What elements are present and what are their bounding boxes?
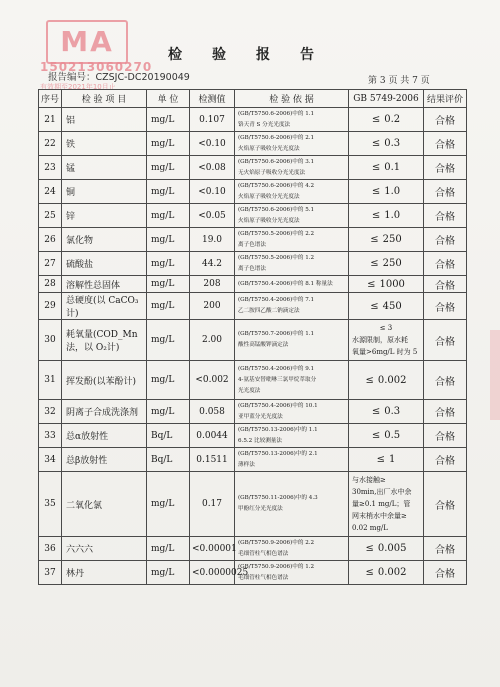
test-item: 铁 [62, 132, 147, 156]
test-basis [235, 156, 349, 180]
standard-limit [349, 400, 424, 424]
standard-value: 1.0 [384, 210, 401, 221]
measured-value: <0.0000025 [190, 561, 235, 585]
test-item: 铜 [62, 180, 147, 204]
unit: mg/L [147, 132, 190, 156]
seam-stamp-mark [490, 330, 500, 420]
basis-line: 离子色谱法 [238, 265, 266, 272]
unit: mg/L [147, 276, 190, 293]
test-basis [235, 537, 349, 561]
test-item: 锰 [62, 156, 147, 180]
basis-line: (GB/T5750.9-2006)中的 1.2 [238, 563, 315, 570]
test-basis [235, 252, 349, 276]
standard-line: 0.02 mg/L [352, 524, 388, 532]
standard-limit [349, 156, 424, 180]
measured-value: 0.17 [190, 472, 235, 537]
unit: mg/L [147, 204, 190, 228]
row-number: 29 [39, 293, 62, 320]
standard-value: 0.002 [377, 567, 407, 578]
basis-line: (GB/T5750.6-2006)中的 4.2 [238, 182, 315, 189]
basis-line: (GB/T5750.13-2006)中的 1.1 [238, 426, 318, 433]
standard-limit [349, 252, 424, 276]
test-item: 总β放射性 [62, 448, 147, 472]
result-evaluation: 合格 [424, 252, 467, 276]
basis-line: 离子色谱法 [238, 241, 266, 248]
unit: mg/L [147, 537, 190, 561]
standard-value: 0.3 [384, 406, 401, 417]
test-item: 总α放射性 [62, 424, 147, 448]
basis-line: (GB/T5750.6-2006)中的 2.1 [238, 134, 315, 141]
result-evaluation: 合格 [424, 132, 467, 156]
less-equal-symbol: ≤ [376, 454, 385, 465]
result-evaluation: 合格 [424, 472, 467, 537]
basis-line: 火焰原子吸收分光光度法 [238, 217, 300, 224]
measured-value: 0.107 [190, 108, 235, 132]
table-row [39, 561, 467, 585]
test-item: 耗氧量(COD_Mn法，以 O₂计) [62, 320, 147, 361]
result-evaluation: 合格 [424, 320, 467, 361]
less-equal-symbol: ≤ [370, 234, 379, 245]
less-equal-symbol: ≤ [371, 114, 381, 125]
less-equal-symbol: ≤ [367, 278, 376, 290]
test-item: 阴离子合成洗涤剂 [62, 400, 147, 424]
table-row [39, 400, 467, 424]
less-equal-symbol: ≤ [371, 406, 381, 417]
test-basis [235, 361, 349, 400]
basis-line: 铬天青 S 分光光度法 [238, 121, 291, 128]
basis-line: (GB/T5750.6-2006)中的 1.1 [238, 110, 315, 117]
measured-value: <0.00001 [190, 537, 235, 561]
basis-line: 亚甲蓝分光光度法 [238, 413, 283, 420]
table-row [39, 293, 467, 320]
unit: mg/L [147, 472, 190, 537]
basis-line: 光光度法 [238, 387, 261, 394]
stamp-validity: 有效期至2021年10月止 [40, 83, 116, 91]
basis-line: (GB/T5750.11-2006)中的 4.3 [238, 495, 318, 501]
basis-line: 4-氨基安替吡啉三氯甲烷萃取分 [238, 376, 317, 383]
unit: mg/L [147, 320, 190, 361]
test-item: 硫酸盐 [62, 252, 147, 276]
col-header-item: 检 验 项 目 [62, 90, 147, 108]
standard-value: 0.5 [384, 430, 401, 441]
test-item: 氯化物 [62, 228, 147, 252]
less-equal-symbol: ≤ [370, 258, 379, 269]
result-evaluation: 合格 [424, 424, 467, 448]
result-evaluation: 合格 [424, 448, 467, 472]
unit: mg/L [147, 561, 190, 585]
col-header-unit: 单 位 [147, 90, 190, 108]
cma-stamp: MA [46, 20, 128, 64]
stamp-number: 150213060270 [40, 60, 153, 74]
standard-line: 30min,出厂水中余 [352, 488, 412, 496]
test-basis [235, 400, 349, 424]
measured-value: <0.10 [190, 132, 235, 156]
table-row [39, 252, 467, 276]
basis-line: 火焰原子吸收分光光度法 [238, 145, 300, 152]
standard-line: 网末梢水中余量≥ [352, 512, 407, 520]
row-number: 28 [39, 276, 62, 293]
row-number: 27 [39, 252, 62, 276]
test-basis [235, 448, 349, 472]
test-basis [235, 108, 349, 132]
result-evaluation: 合格 [424, 400, 467, 424]
table-row [39, 180, 467, 204]
inspection-table [38, 89, 467, 585]
table-row [39, 361, 467, 400]
basis-line: 乙二胺四乙酸二钠滴定法 [238, 308, 300, 314]
test-basis [235, 228, 349, 252]
basis-line: (GB/T5750.9-2006)中的 2.2 [238, 539, 315, 546]
basis-line: 毛细管柱气相色谱法 [238, 574, 289, 581]
less-equal-symbol: ≤ [371, 138, 381, 149]
standard-line: 氧量>6mg/L 时为 5 [352, 348, 418, 356]
less-equal-symbol: ≤ [365, 567, 374, 578]
standard-limit [349, 132, 424, 156]
col-header-standard: GB 5749-2006 [349, 90, 424, 108]
basis-line: 无火焰原子吸收分光光度法 [238, 169, 306, 176]
unit: mg/L [147, 252, 190, 276]
row-number: 32 [39, 400, 62, 424]
standard-limit [349, 537, 424, 561]
table-row [39, 448, 467, 472]
result-evaluation: 合格 [424, 156, 467, 180]
standard-value: 0.002 [377, 374, 407, 386]
row-number: 34 [39, 448, 62, 472]
table-header-row [39, 90, 467, 108]
measured-value: 19.0 [190, 228, 235, 252]
test-basis [235, 180, 349, 204]
basis-line: 毛细管柱气相色谱法 [238, 550, 289, 557]
basis-line: (GB/T5750.4-2006)中的 9.1 [238, 365, 315, 372]
unit: mg/L [147, 108, 190, 132]
standard-line: 量≥0.1 mg/L；管 [352, 500, 411, 508]
test-item: 锌 [62, 204, 147, 228]
standard-value: 0.3 [384, 138, 401, 149]
test-item: 二氧化氯 [62, 472, 147, 537]
row-number: 26 [39, 228, 62, 252]
test-basis [235, 561, 349, 585]
row-number: 21 [39, 108, 62, 132]
test-item: 六六六 [62, 537, 147, 561]
basis-line: 甲酚红分光光度法 [238, 506, 283, 512]
less-equal-symbol: ≤ [371, 430, 381, 441]
standard-limit [349, 361, 424, 400]
test-basis [235, 424, 349, 448]
basis-line: (GB/T5750.6-2006)中的 5.1 [238, 206, 315, 213]
standard-limit [349, 448, 424, 472]
standard-value: 0.005 [377, 543, 407, 554]
less-equal-symbol: ≤ [365, 374, 374, 386]
standard-limit [349, 561, 424, 585]
result-evaluation: 合格 [424, 180, 467, 204]
less-equal-symbol: ≤ [370, 300, 379, 312]
unit: mg/L [147, 156, 190, 180]
basis-line: (GB/T5750.4-2006)中的 7.1 [238, 297, 315, 303]
col-header-no: 序号 [39, 90, 62, 108]
report-number: 报告编号：CZSJC-DC20190049 [48, 72, 190, 83]
test-item: 林丹 [62, 561, 147, 585]
test-basis [235, 276, 349, 293]
less-equal-symbol: ≤ [371, 186, 381, 197]
test-basis [235, 472, 349, 537]
table-row [39, 156, 467, 180]
col-header-value: 检测值 [190, 90, 235, 108]
standard-value: 250 [382, 258, 402, 269]
standard-limit [349, 180, 424, 204]
measured-value: 208 [190, 276, 235, 293]
measured-value: 0.0044 [190, 424, 235, 448]
standard-value: 450 [382, 300, 402, 312]
basis-line: (GB/T5750.13-2006)中的 2.1 [238, 450, 318, 457]
measured-value: 0.058 [190, 400, 235, 424]
test-basis [235, 320, 349, 361]
page-indicator: 第 3 页 共 7 页 [368, 76, 430, 86]
result-evaluation: 合格 [424, 204, 467, 228]
unit: Bq/L [147, 424, 190, 448]
unit: mg/L [147, 228, 190, 252]
table-row [39, 537, 467, 561]
standard-value: 1000 [379, 278, 405, 290]
result-evaluation: 合格 [424, 228, 467, 252]
test-basis [235, 132, 349, 156]
page-title: 检验报告 [168, 47, 344, 63]
basis-line: (GB/T5750.4-2006)中的 10.1 [238, 402, 318, 409]
standard-value: 0.2 [384, 114, 401, 125]
standard-line: ≤ 3 [379, 324, 393, 332]
unit: mg/L [147, 180, 190, 204]
table-row [39, 472, 467, 537]
result-evaluation: 合格 [424, 108, 467, 132]
standard-line: 水源限制，原水耗 [352, 336, 408, 344]
measured-value: <0.05 [190, 204, 235, 228]
standard-limit [349, 293, 424, 320]
basis-line: (GB/T5750.5-2006)中的 1.2 [238, 254, 315, 261]
standard-limit [349, 276, 424, 293]
standard-value: 0.1 [384, 162, 401, 173]
table-row [39, 276, 467, 293]
standard-limit [349, 204, 424, 228]
row-number: 30 [39, 320, 62, 361]
basis-line: 薄样法 [238, 461, 255, 468]
standard-value: 1.0 [384, 186, 401, 197]
less-equal-symbol: ≤ [371, 210, 381, 221]
row-number: 37 [39, 561, 62, 585]
measured-value: 2.00 [190, 320, 235, 361]
table-row [39, 132, 467, 156]
row-number: 25 [39, 204, 62, 228]
less-equal-symbol: ≤ [371, 162, 381, 173]
test-item: 挥发酚(以苯酚计) [62, 361, 147, 400]
standard-value: 1 [389, 454, 396, 465]
result-evaluation: 合格 [424, 276, 467, 293]
col-header-basis: 检 验 依 据 [235, 90, 349, 108]
row-number: 31 [39, 361, 62, 400]
measured-value: 200 [190, 293, 235, 320]
result-evaluation: 合格 [424, 361, 467, 400]
standard-limit [349, 472, 424, 537]
standard-line: 与水接触≥ [352, 476, 386, 484]
table-row [39, 228, 467, 252]
test-item: 总硬度(以 CaCO₃计) [62, 293, 147, 320]
col-header-result: 结果评价 [424, 90, 467, 108]
measured-value: <0.08 [190, 156, 235, 180]
basis-line: 火焰原子吸收分光光度法 [238, 193, 300, 200]
unit: mg/L [147, 361, 190, 400]
standard-limit [349, 320, 424, 361]
table-row [39, 108, 467, 132]
table-row [39, 320, 467, 361]
unit: mg/L [147, 400, 190, 424]
unit: Bq/L [147, 448, 190, 472]
measured-value: 44.2 [190, 252, 235, 276]
row-number: 33 [39, 424, 62, 448]
standard-limit [349, 228, 424, 252]
row-number: 23 [39, 156, 62, 180]
basis-line: 6.5.2 比较测量法 [238, 437, 282, 444]
test-item: 溶解性总固体 [62, 276, 147, 293]
standard-value: 250 [382, 234, 402, 245]
basis-line: (GB/T5750.7-2006)中的 1.1 [238, 331, 315, 337]
test-item: 铝 [62, 108, 147, 132]
row-number: 24 [39, 180, 62, 204]
test-basis [235, 293, 349, 320]
less-equal-symbol: ≤ [365, 543, 374, 554]
measured-value: 0.1511 [190, 448, 235, 472]
result-evaluation: 合格 [424, 293, 467, 320]
unit: mg/L [147, 293, 190, 320]
table-row [39, 424, 467, 448]
basis-line: (GB/T5750.4-2006)中的 8.1 称量法 [238, 280, 333, 287]
standard-limit [349, 424, 424, 448]
result-evaluation: 合格 [424, 561, 467, 585]
row-number: 22 [39, 132, 62, 156]
measured-value: <0.002 [190, 361, 235, 400]
measured-value: <0.10 [190, 180, 235, 204]
result-evaluation: 合格 [424, 537, 467, 561]
table-row [39, 204, 467, 228]
basis-line: (GB/T5750.5-2006)中的 2.2 [238, 230, 315, 237]
standard-limit [349, 108, 424, 132]
row-number: 35 [39, 472, 62, 537]
test-basis [235, 204, 349, 228]
row-number: 36 [39, 537, 62, 561]
basis-line: 酸性高锰酸钾滴定法 [238, 342, 289, 348]
basis-line: (GB/T5750.6-2006)中的 3.1 [238, 158, 315, 165]
